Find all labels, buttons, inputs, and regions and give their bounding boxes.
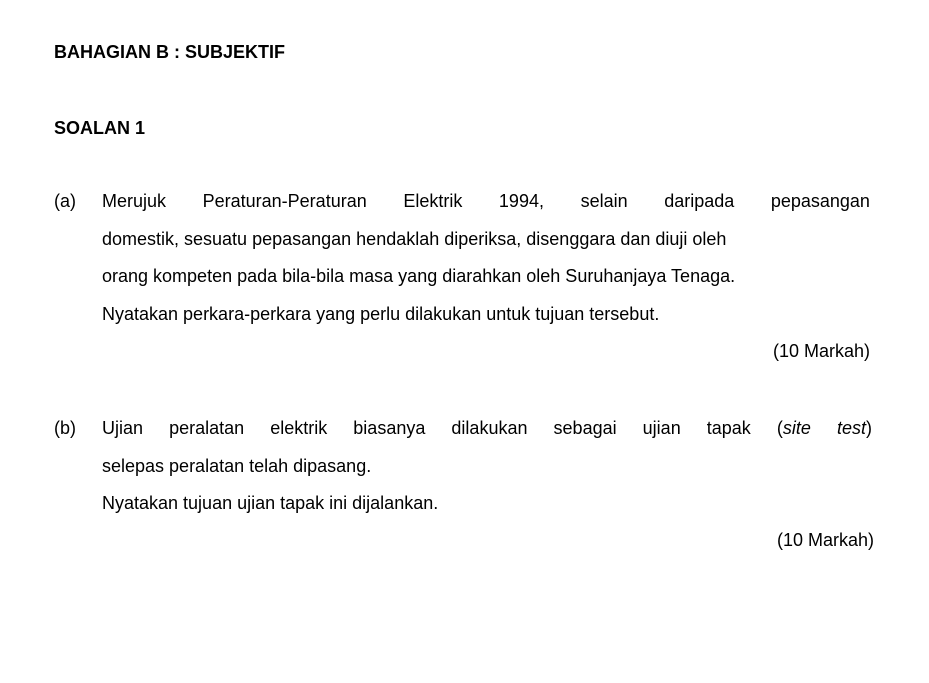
word: peralatan (169, 418, 245, 438)
part-a-text (102, 183, 870, 333)
italic-word-site: site (782, 418, 811, 438)
italic-term-open (777, 410, 811, 448)
part-b-text (102, 410, 872, 523)
close-paren: ) (865, 418, 872, 438)
word: pepasangan (770, 191, 870, 211)
part-b-line-2: selepas peralatan telah dipasang. (102, 455, 372, 476)
open-paren: ( (776, 418, 783, 438)
part-a-line-3: orang kompeten pada bila-bila masa yang diarahkan oleh Suruhanjaya Tenaga. (102, 266, 736, 286)
word: Peraturan-Peraturan (202, 191, 367, 211)
word: Merujuk (102, 191, 167, 211)
word: selain (580, 191, 628, 211)
part-a-line-4: Nyatakan perkara-perkara yang perlu dilakukan untuk tujuan tersebut. (102, 303, 660, 324)
part-a-marks: (10 Markah) (772, 341, 870, 361)
word: Elektrik (403, 191, 463, 211)
italic-word-test: test (836, 418, 866, 438)
word: dilakukan (451, 418, 528, 438)
word: biasanya (353, 418, 426, 438)
part-a-label: (a) (54, 191, 76, 211)
word: daripada (664, 191, 735, 211)
word: tapak (706, 418, 751, 438)
italic-term-close (837, 410, 872, 448)
question-title: SOALAN 1 (54, 118, 146, 138)
section-title: BAHAGIAN B : SUBJEKTIF (54, 42, 286, 62)
question-part-a (54, 183, 870, 373)
word: sebagai (553, 418, 617, 438)
part-a-line-2: domestik, sesuatu pepasangan hendaklah diperiksa, disenggara dan diuji oleh (102, 228, 727, 249)
part-b-marks: (10 Markah) (776, 530, 874, 550)
question-part-b (54, 410, 872, 560)
part-b-line-1 (102, 410, 872, 448)
part-a-line-1 (102, 183, 870, 221)
part-b-label: (b) (54, 418, 76, 438)
word: ujian (642, 418, 681, 438)
part-b-line-3: Nyatakan tujuan ujian tapak ini dijalankan. (102, 493, 439, 513)
word: Ujian (102, 418, 144, 438)
word: 1994, (498, 191, 544, 211)
word: elektrik (270, 418, 328, 438)
